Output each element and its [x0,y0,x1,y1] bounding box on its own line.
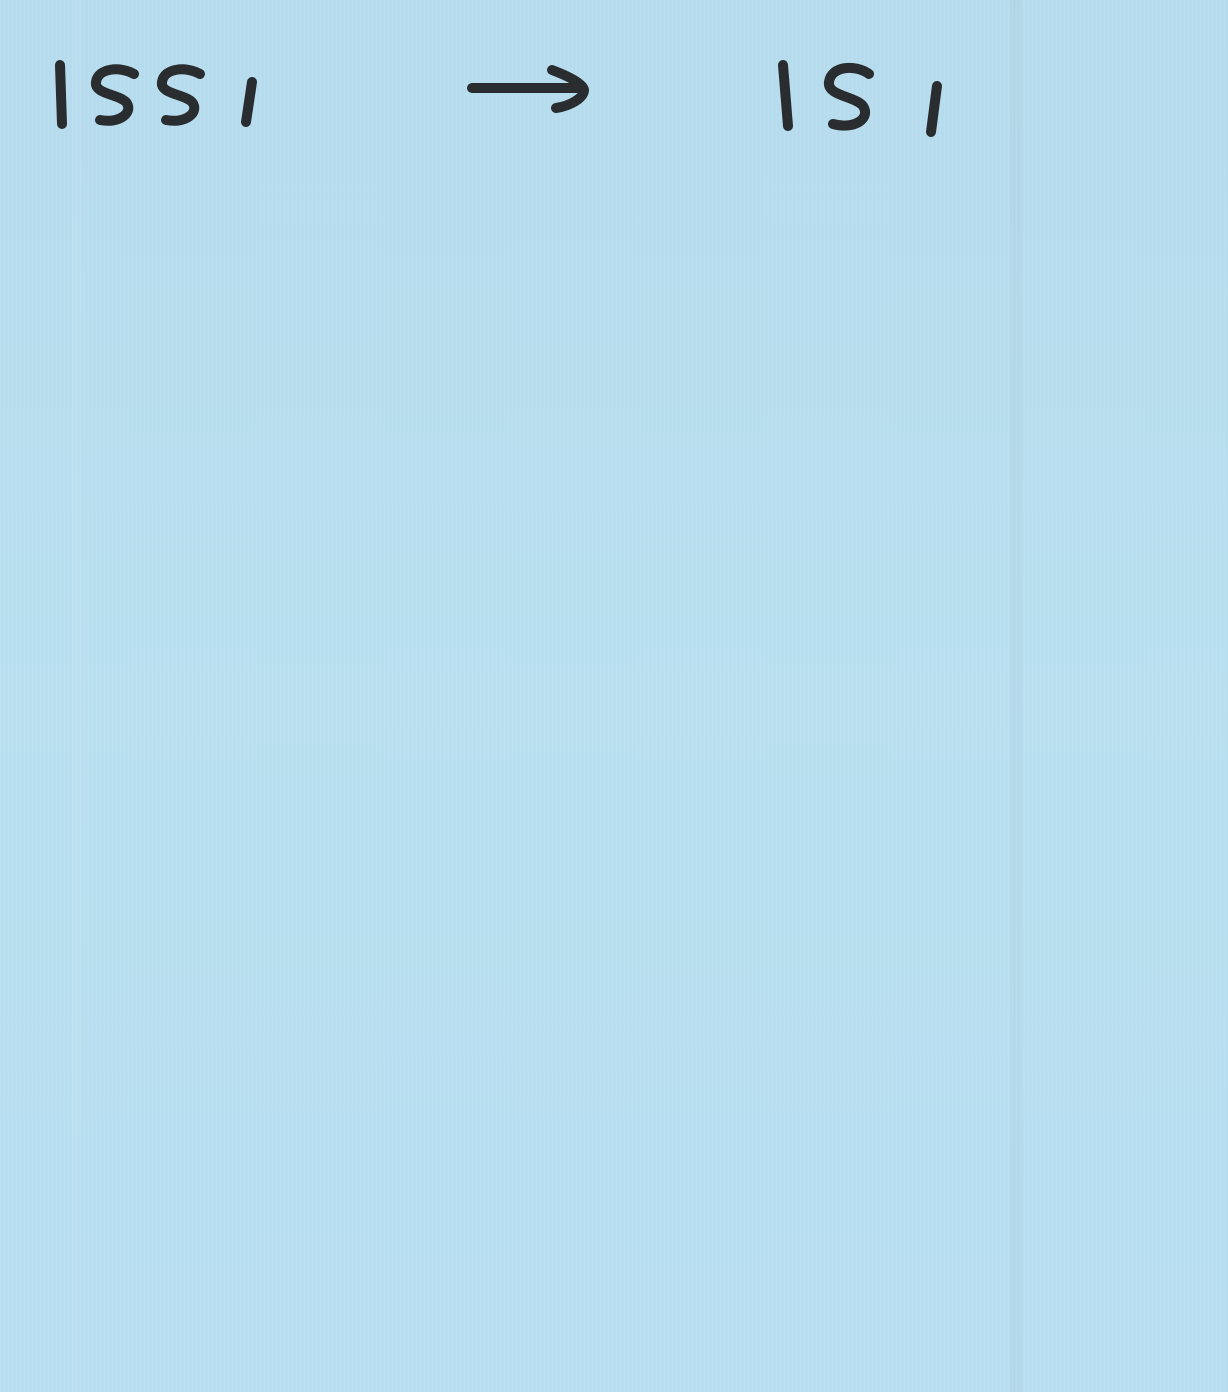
handwritten-word-right [765,48,955,148]
handwritten-word-right-drawing [765,48,955,148]
right-arrow-icon [460,62,600,122]
right-arrow-drawing [460,62,600,122]
handwritten-word-left-drawing [40,48,280,148]
handwritten-word-left [40,48,280,148]
